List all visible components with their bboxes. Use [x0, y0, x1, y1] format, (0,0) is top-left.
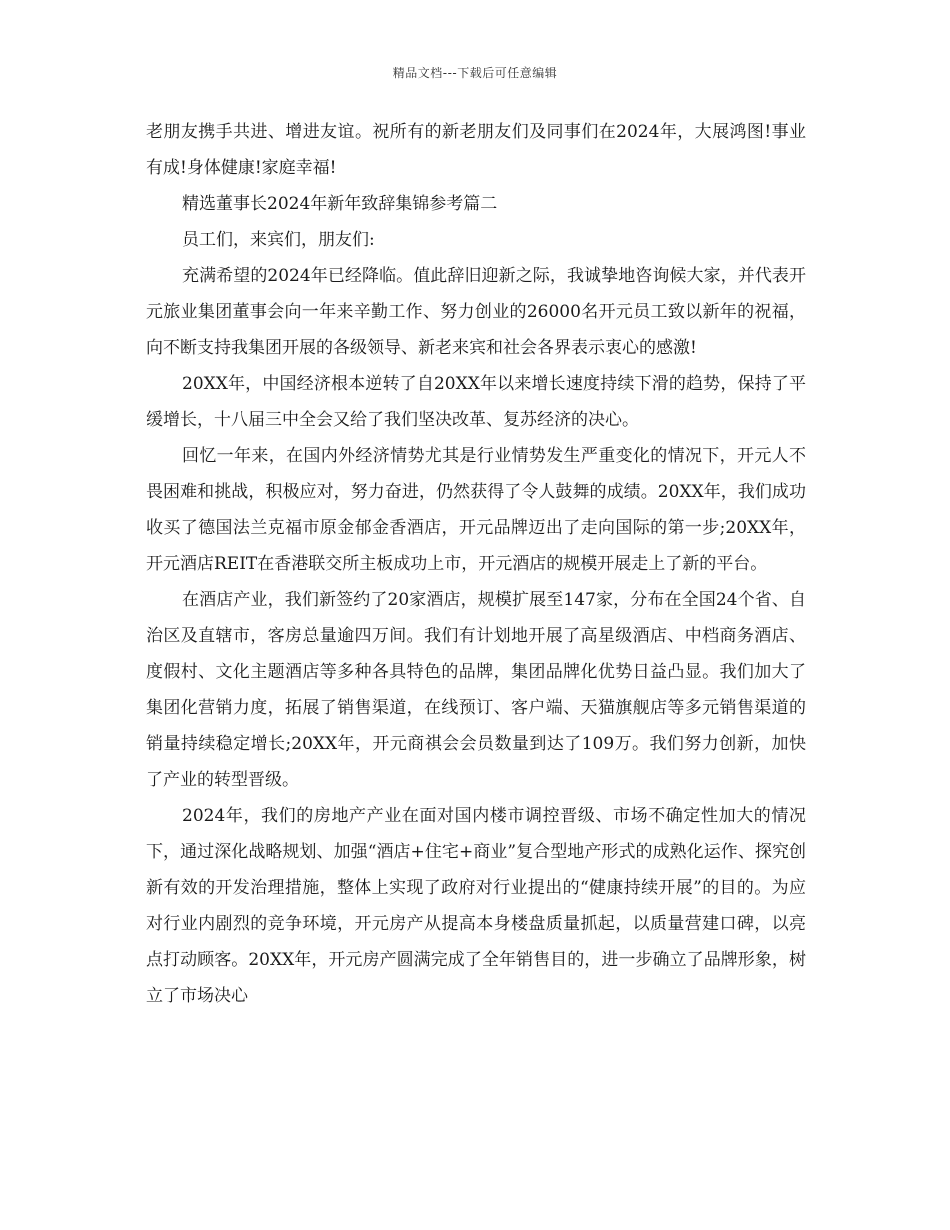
page-header: 精品文档---下载后可任意编辑 — [392, 66, 558, 80]
section-heading: 精选董事长2024年新年致辞集锦参考篇二 — [182, 194, 498, 214]
paragraph-hotel-industry: 在酒店产业，我们新签约了20家酒店，规模扩展至147家，分布在全国24个省、自治区及直辖市，客房总量逾四万间。我们有计划地开展了高星级酒店、中档商务酒店、度假村、文化主题酒店等多种各具特色的品牌，集团品牌化优势日益凸显。我们加大了集团化营销力度，拓展了销售渠道，在线预订、客户端、天猫旗舰店等多元销售渠道的销量持续稳定增长;20XX年，开元商祺会会员数量到达了109万。我们努力创新，加快了产业的转型晋级。 — [146, 590, 806, 790]
paragraph-greeting: 充满希望的2024年已经降临。值此辞旧迎新之际，我诚挚地咨询候大家，并代表开元旅业集团董事会向一年来辛勤工作、努力创业的26000名开元员工致以新年的祝福，向不断支持我集团开展的各级领导、新老来宾和社会各界表示衷心的感激! — [146, 266, 806, 358]
paragraph-economy: 20XX年，中国经济根本逆转了自20XX年以来增长速度持续下滑的趋势，保持了平缓增长，十八届三中全会又给了我们坚决改革、复苏经济的决心。 — [146, 374, 806, 430]
document-body — [146, 114, 806, 1014]
paragraph-real-estate: 2024年，我们的房地产产业在面对国内楼市调控晋级、市场不确定性加大的情况下，通过深化战略规划、加强“酒店+住宅+商业”复合型地产形式的成熟化运作、探究创新有效的开发治理措施，整体上实现了政府对行业提出的“健康持续开展”的目的。为应对行业内剧烈的竞争环境，开元房产从提高本身楼盘质量抓起，以质量营建口碑，以亮点打动顾客。20XX年，开元房产圆满完成了全年销售目的，进一步确立了品牌形象，树立了市场决心 — [146, 806, 806, 1006]
paragraph-1: 老朋友携手共进、增进友谊。祝所有的新老朋友们及同事们在2024年，大展鸿图!事业有成!身体健康!家庭幸福! — [146, 122, 806, 178]
paragraph-review: 回忆一年来，在国内外经济情势尤其是行业情势发生严重变化的情况下，开元人不畏困难和挑战，积极应对，努力奋进，仍然获得了令人鼓舞的成绩。20XX年，我们成功收买了德国法兰克福市原金郁金香酒店，开元品牌迈出了走向国际的第一步;20XX年，开元酒店REIT在香港联交所主板成功上市，开元酒店的规模开展走上了新的平台。 — [146, 446, 806, 574]
salutation: 员工们，来宾们，朋友们: — [182, 230, 375, 250]
